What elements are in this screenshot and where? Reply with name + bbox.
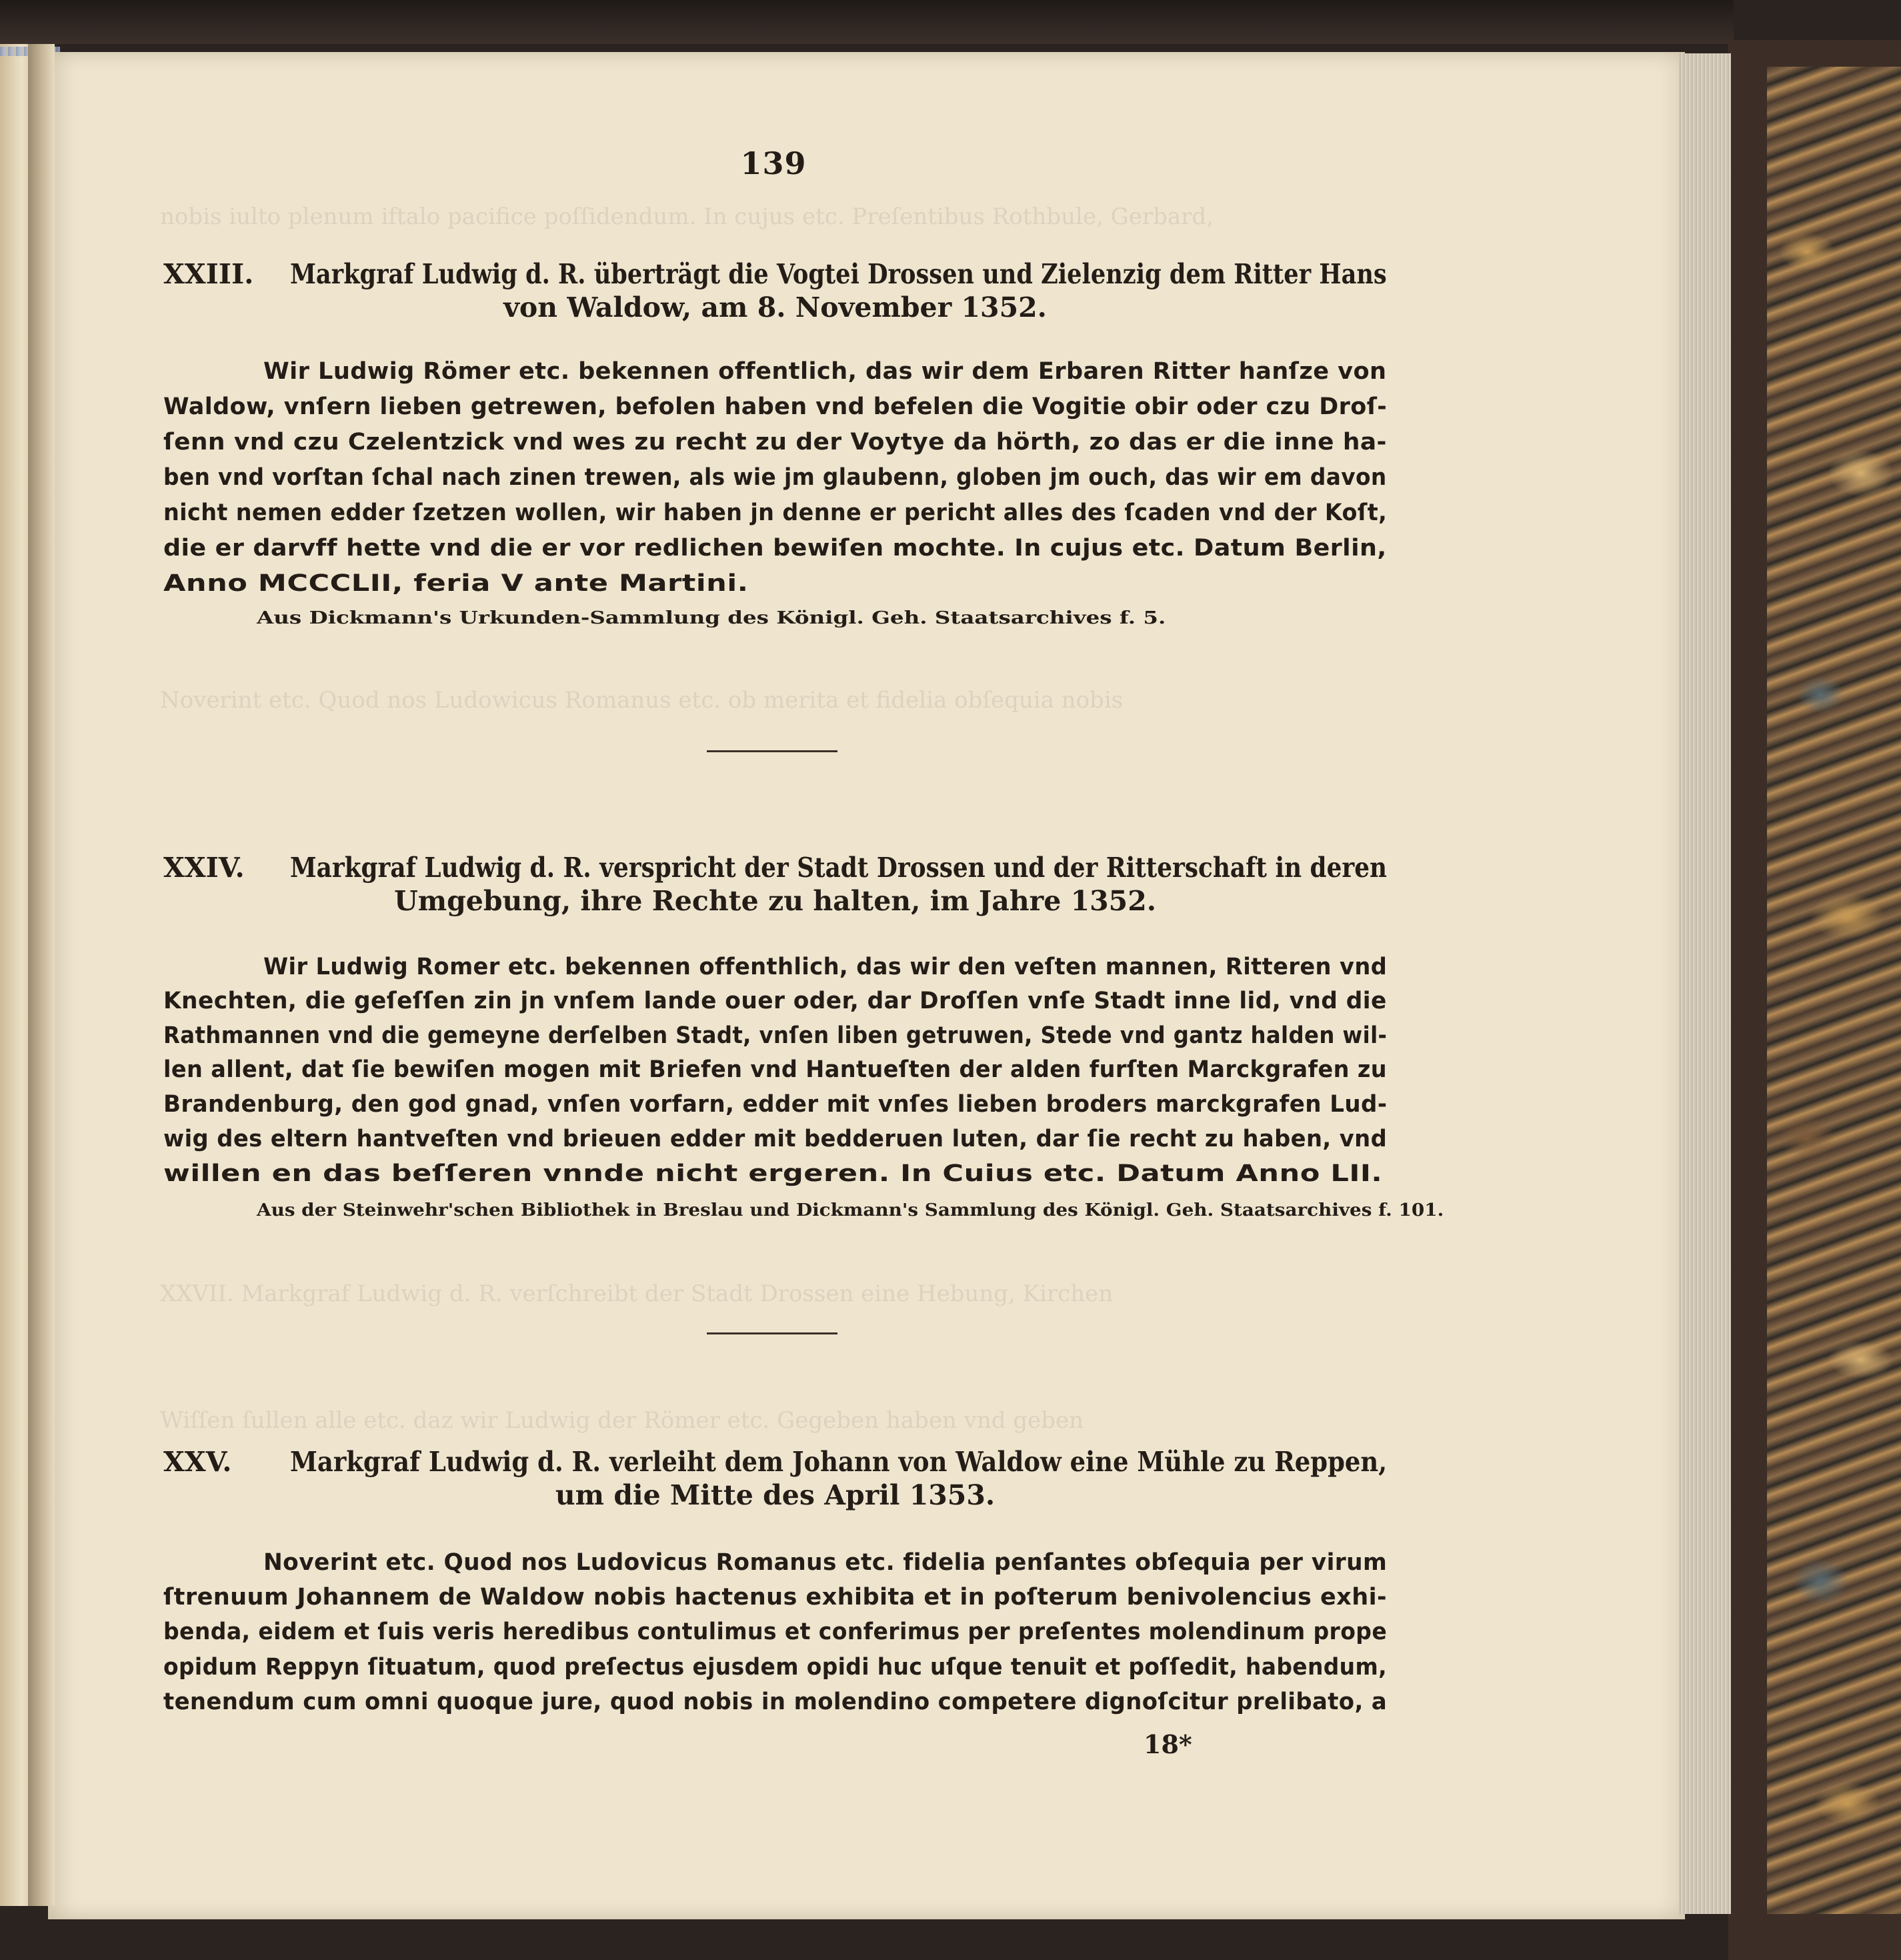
page-gutter bbox=[28, 44, 55, 1906]
source-note: Aus Dickmann's Urkunden-Sammlung des Königl. Geh. Staatsarchives f. 5. bbox=[257, 608, 1166, 628]
body-line: Brandenburg, den god gnad, vnſen vorfarn, edder mit vnſes lieben broders marckgrafen Lud- bbox=[163, 1091, 1388, 1118]
body-line: ben vnd vorſtan ſchal nach zinen trewen, als wie jm glaubenn, globen jm ouch, das wir em davon bbox=[163, 464, 1387, 491]
body-line: len allent, dat ſie bewiſen mogen mit Briefen vnd Hantueſten der alden furſten Marckgrafen zu bbox=[163, 1056, 1388, 1083]
page-number: 139 bbox=[740, 145, 807, 181]
document-title: Markgraf Ludwig d. R. verleiht dem Johann von Waldow eine Mühle zu Reppen, bbox=[290, 1446, 1388, 1478]
body-line: tenendum cum omni quoque jure, quod nobis in molendino competere dignoſcitur prelibato, a bbox=[163, 1689, 1388, 1715]
page-stack-edges bbox=[1679, 53, 1731, 1914]
bleed-through: Noverint etc. Quod nos Ludowicus Romanus etc. ob merita et fidelia obſequia nobis bbox=[160, 687, 1124, 714]
marbled-endpaper bbox=[1767, 67, 1901, 1914]
body-line: nicht nemen edder ſzetzen wollen, wir haben jn denne er pericht alles des ſcaden vnd der Koſt, bbox=[163, 500, 1388, 526]
body-line: Anno MCCCLII, feria V ante Martini. bbox=[163, 570, 749, 597]
body-line: wig des eltern hantveſten vnd brieuen edder mit bedderuen luten, dar ſie recht zu haben, vnd bbox=[163, 1126, 1388, 1152]
body-line: die er darvff hette vnd die er vor redlichen bewiſen mochte. In cujus etc. Datum Berlin, bbox=[163, 535, 1387, 562]
signature-mark: 18* bbox=[1144, 1729, 1192, 1759]
body-line: benda, eidem et ſuis veris heredibus contulimus et conferimus per preſentes molendinum prope bbox=[163, 1619, 1388, 1645]
body-line: ſtrenuum Johannem de Waldow nobis hactenus exhibita et in poſterum benivolencius exhi- bbox=[163, 1584, 1388, 1611]
body-line: ſenn vnd czu Czelentzick vnd wes zu recht zu der Voytye da hörth, zo das er die inne ha- bbox=[163, 429, 1387, 455]
body-line: Wir Ludwig Romer etc. bekennen offenthlich, das wir den veſten mannen, Ritteren vnd bbox=[263, 954, 1388, 980]
document-numeral: XXIII. bbox=[163, 258, 254, 290]
body-line: willen en das beſſeren vnnde nicht ergeren. In Cuius etc. Datum Anno LII. bbox=[163, 1160, 1383, 1187]
body-line: Rathmannen vnd die gemeyne derſelben Stadt, vnſen liben getruwen, Stede vnd gantz halden wil- bbox=[163, 1022, 1388, 1049]
body-line: opidum Reppyn ſituatum, quod preſectus ejusdem opidi huc uſque tenuit et poſſedit, habendum, bbox=[163, 1654, 1388, 1681]
section-divider bbox=[707, 750, 837, 752]
document-title: Umgebung, ihre Rechte zu halten, im Jahre 1352. bbox=[393, 885, 1156, 917]
document-title: von Waldow, am 8. November 1352. bbox=[503, 291, 1047, 323]
bleed-through: Wiſſen ſullen alle etc. daz wir Ludwig der Römer etc. Gegeben haben vnd geben bbox=[160, 1407, 1084, 1434]
document-title: Markgraf Ludwig d. R. überträgt die Vogtei Drossen und Zielenzig dem Ritter Hans bbox=[290, 258, 1387, 290]
document-numeral: XXIV. bbox=[163, 852, 245, 884]
source-note: Aus der Steinwehr'schen Bibliothek in Breslau und Dickmann's Sammlung des Königl. Geh. Staatsarchives f. 101. bbox=[257, 1200, 1444, 1220]
document-title: um die Mitte des April 1353. bbox=[555, 1479, 996, 1511]
body-line: Wir Ludwig Römer etc. bekennen offentlich, das wir dem Erbaren Ritter hanſze von bbox=[263, 358, 1387, 385]
body-line: Knechten, die geſeſſen zin jn vnſem lande ouer oder, dar Droſſen vnſe Stadt inne lid, vnd die bbox=[163, 988, 1387, 1014]
body-line: Noverint etc. Quod nos Ludovicus Romanus etc. fidelia penſantes obſequia per virum bbox=[263, 1549, 1388, 1576]
body-line: Waldow, vnſern lieben getrewen, befolen haben vnd befelen die Vogitie obir oder czu Droſ- bbox=[163, 393, 1388, 420]
document-numeral: XXV. bbox=[163, 1446, 232, 1478]
bleed-through: nobis iulto plenum iftalo pacifice poſſidendum. In cujus etc. Preſentibus Rothbule, Gerbard, bbox=[160, 203, 1214, 230]
bleed-through: XXVII. Markgraf Ludwig d. R. verſchreibt der Stadt Drossen eine Hebung, Kirchen bbox=[160, 1280, 1114, 1307]
section-divider bbox=[707, 1332, 837, 1334]
document-title: Markgraf Ludwig d. R. verspricht der Stadt Drossen und der Ritterschaft in deren bbox=[290, 852, 1388, 884]
scan-background bbox=[0, 0, 1734, 44]
